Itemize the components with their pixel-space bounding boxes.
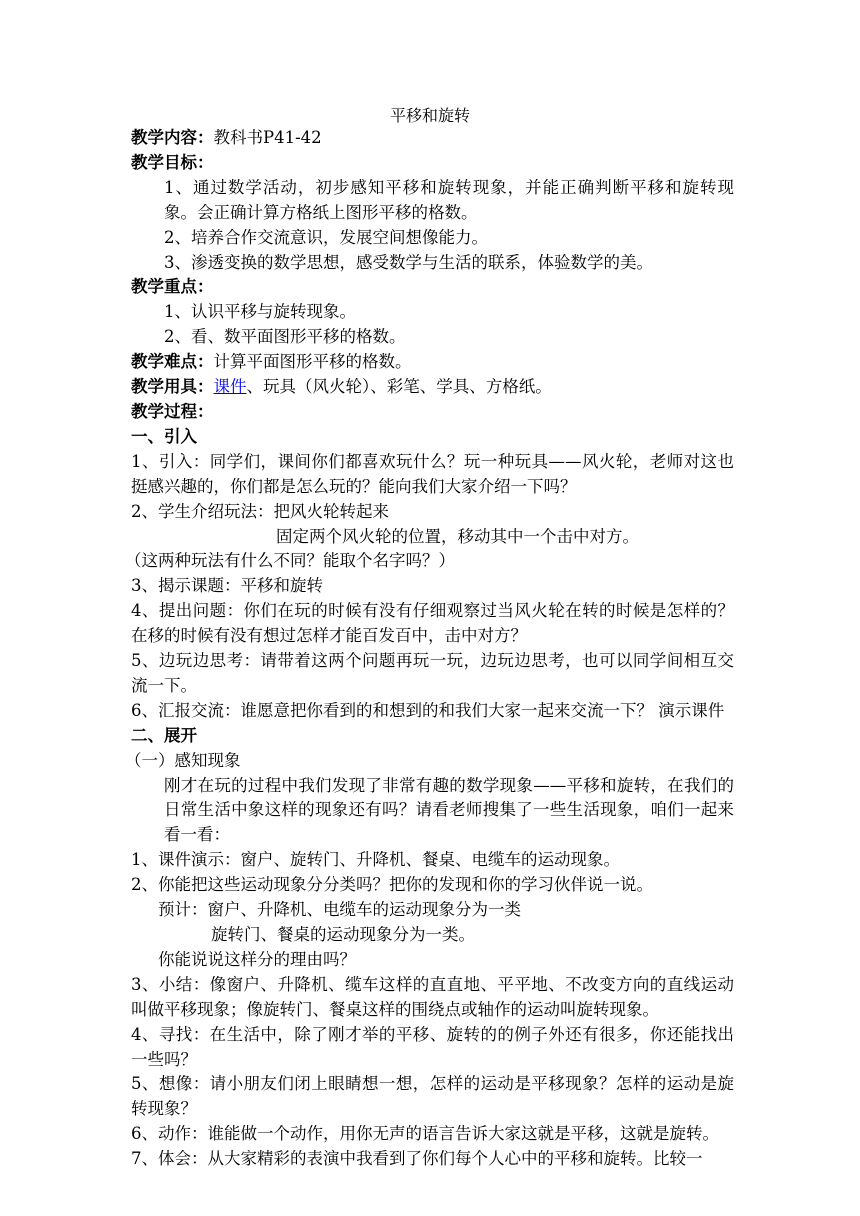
section1-line: 1、引入：同学们，课间你们都喜欢玩什么？玩一种玩具——风火轮，老师对这也挺感兴趣的，你们都是怎么玩的？能向我们大家介绍一下吗？ xyxy=(131,451,734,496)
teaching-tools-label: 教学用具： xyxy=(131,377,214,397)
teaching-tools-text: 、玩具（风火轮）、彩笔、学具、方格纸。 xyxy=(246,377,552,397)
teaching-goals-label: 教学目标： xyxy=(131,152,214,172)
key-points-label: 教学重点： xyxy=(131,277,214,297)
document-title: 平移和旋转 xyxy=(389,106,470,125)
section2-line: 1、课件演示：窗户、旋转门、升降机、餐桌、电缆车的运动现象。 xyxy=(131,850,620,870)
teaching-difficulty xyxy=(131,350,734,375)
section1-line: 2、学生介绍玩法：把风火轮转起来 xyxy=(131,501,389,521)
goal-item: 1、通过数学活动，初步感知平移和旋转现象，并能正确判断平移和旋转现象。会正确计算方格纸上图形平移的格数。 xyxy=(164,177,734,222)
section2-line: 5、想像：请小朋友们闭上眼睛想一想，怎样的运动是平移现象？怎样的运动是旋转现象？ xyxy=(131,1074,734,1119)
section2-line: 你能说说这样分的理由吗？ xyxy=(158,949,356,969)
section2-line: 7、体会：从大家精彩的表演中我看到了你们每个人心中的平移和旋转。比较一 xyxy=(131,1149,703,1169)
goal-item: 3、渗透变换的数学思想，感受数学与生活的联系，体验数学的美。 xyxy=(164,252,653,272)
section2-line: 旋转门、餐桌的运动现象分为一类。 xyxy=(211,925,475,944)
section2-line: 6、动作：谁能做一个动作，用你无声的语言告诉大家这就是平移，这就是旋转。 xyxy=(131,1124,719,1144)
teaching-content xyxy=(131,126,734,151)
teaching-content-text: 教科书P41-42 xyxy=(213,128,322,147)
courseware-link[interactable]: 课件 xyxy=(213,377,247,397)
section1-line: 4、提出问题：你们在玩的时候有没有仔细观察过当风火轮在转的时候是怎样的？在移的时候有没有想过怎样才能百发百中，击中对方？ xyxy=(131,601,734,646)
section2-subheading: （一）感知现象 xyxy=(125,750,241,770)
section2-line: 刚才在玩的过程中我们发现了非常有趣的数学现象——平移和旋转，在我们的日常生活中象这样的现象还有吗？请看老师搜集了一些生活现象，咱们一起来看一看： xyxy=(164,775,734,845)
section1-line: 固定两个风火轮的位置，移动其中一个击中对方。 xyxy=(276,526,639,546)
section2-line: 3、小结：像窗户、升降机、缆车这样的直直地、平平地、不改变方向的直线运动叫做平移现象；像旋转门、餐桌这样的围绕点或轴作的运动叫旋转现象。 xyxy=(131,974,734,1019)
teaching-difficulty-text: 计算平面图形平移的格数。 xyxy=(213,352,412,372)
teaching-difficulty-label: 教学难点： xyxy=(131,352,214,372)
section2-line: 预计：窗户、升降机、电缆车的运动现象分为一类 xyxy=(158,900,521,920)
document-body xyxy=(125,126,734,1172)
section1-heading: 一、引入 xyxy=(131,426,197,446)
teaching-content-label: 教学内容： xyxy=(131,128,214,147)
teaching-tools xyxy=(131,375,734,400)
section1-line: （这两种玩法有什么不同？能取个名字吗？） xyxy=(125,551,455,571)
section2-line: 2、你能把这些运动现象分分类吗？把你的发现和你的学习伙伴说一说。 xyxy=(131,875,653,895)
key-point-item: 1、认识平移与旋转现象。 xyxy=(164,302,356,322)
goal-item: 2、培养合作交流意识，发展空间想像能力。 xyxy=(164,227,488,247)
process-label: 教学过程： xyxy=(131,401,214,421)
section1-line: 3、揭示课题：平移和旋转 xyxy=(131,576,323,596)
section1-line: 6、汇报交流：谁愿意把你看到的和想到的和我们大家一起来交流一下？ 演示课件 xyxy=(131,700,725,720)
section1-line: 5、边玩边思考：请带着这两个问题再玩一玩，边玩边思考，也可以同学间相互交流一下。 xyxy=(131,651,734,695)
key-point-item: 2、看、数平面图形平移的格数。 xyxy=(164,327,406,347)
section2-heading: 二、展开 xyxy=(131,725,197,745)
section2-line: 4、寻找：在生活中，除了刚才举的平移、旋转的的例子外还有很多，你还能找出一些吗？ xyxy=(131,1024,734,1069)
